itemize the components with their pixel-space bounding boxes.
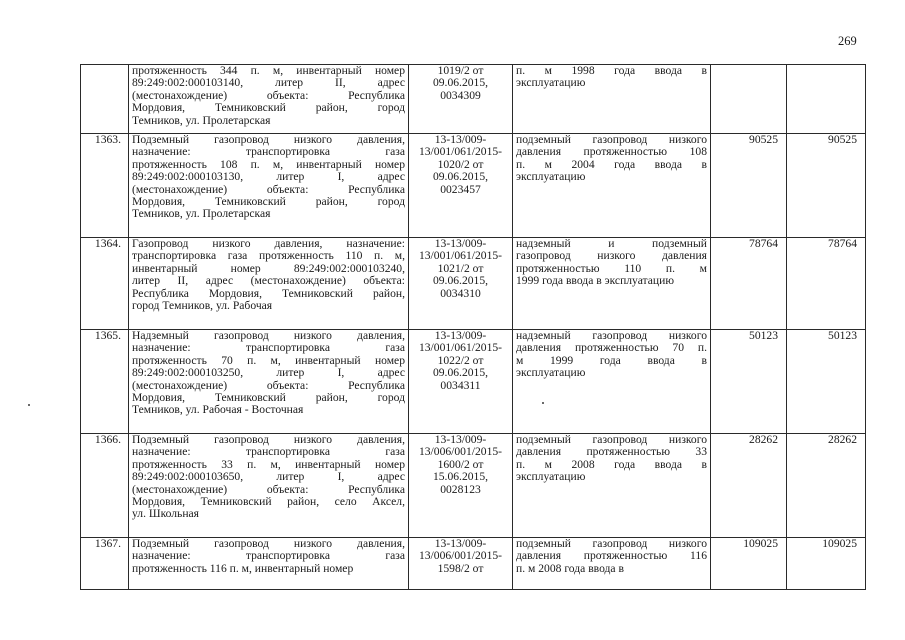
registration-record-line: 13-13/009- [434,329,487,342]
registration-record-line: 13-13/009- [434,133,487,146]
object-description-line: назначение: транспортировка газа [132,145,405,159]
object-description-line: Темников, ул. Пролетарская [132,207,271,221]
registration-record [409,330,513,434]
registration-record-line: 09.06.2015, [432,274,489,288]
object-description-line: Газопровод низкого давления, назначение: [132,237,405,250]
object-description-line: Темников, ул. Пролетарская [132,113,271,127]
registration-record-line: 1022/2 от [437,353,484,367]
value-a: 109025 [711,538,787,590]
value-b: 109025 [787,538,866,590]
value-a: 50123 [711,330,787,434]
object-characteristics-line: подземный газопровод низкого [516,537,707,550]
registration-record-line: 13/006/001/2015- [418,549,503,563]
object-characteristics [513,238,711,330]
table-row [81,238,866,330]
object-characteristics-line: подземный газопровод низкого [516,133,707,146]
row-number [81,65,129,134]
object-description-line: (местонахождение) объекта: Республика [132,482,405,496]
registration-record-line: 1020/2 от [437,157,484,171]
registration-record [409,434,513,538]
object-description [129,330,409,434]
object-description-line: (местонахождение) объекта: Республика [132,378,405,392]
table-row [81,330,866,434]
object-characteristics [513,330,711,434]
registration-record-line: 13-13/009- [434,237,487,250]
object-description [129,134,409,238]
scan-speck [28,404,30,406]
object-description-line: Республика Мордовия, Темниковский район, [132,286,405,300]
table-row [81,65,866,134]
table-body [81,65,866,590]
object-description-line: назначение: транспортировка газа [132,549,405,563]
object-description-line: (местонахождение) объекта: Республика [132,182,405,196]
object-description-line: 89:249:002:000103130, литер I, адрес [132,170,405,184]
row-number: 1363. [81,134,129,238]
object-characteristics-line: эксплуатацию [516,170,586,184]
object-description [129,238,409,330]
value-b: 28262 [787,434,866,538]
registration-record-line: 1598/2 от [437,561,484,575]
object-description-line: город Темников, ул. Рабочая [132,299,273,313]
object-description-line: ул. Школьная [132,507,200,521]
object-description-line: Подземный газопровод низкого давления, [132,133,405,146]
registration-record-line: 1019/2 от [437,64,484,77]
object-description [129,65,409,134]
registration-record-line: 1600/2 от [437,457,484,471]
object-characteristics-line: подземный газопровод низкого [516,433,707,446]
registration-record-line: 1021/2 от [437,261,484,275]
object-description [129,434,409,538]
object-characteristics-line: эксплуатацию [516,470,586,484]
object-description-line: назначение: транспортировка газа [132,341,405,355]
object-characteristics-line: п. м 2008 года ввода в [516,457,707,471]
registration-record-line: 09.06.2015, [432,76,489,90]
table-row [81,434,866,538]
object-characteristics-line: протяженностью 110 п. м [516,261,707,275]
object-description-line: транспортировка газа протяженность 110 п. м, [132,249,405,263]
object-characteristics-line: газопровод низкого давления [516,249,707,263]
registration-record-line: 13-13/009- [434,537,487,550]
value-b [787,65,866,134]
registration-record-line: 13/001/061/2015- [418,341,503,355]
object-characteristics-line: м 1999 года ввода в [516,353,707,367]
object-description-line: (местонахождение) объекта: Республика [132,88,405,102]
object-characteristics-line: п. м 1998 года ввода в [516,64,707,77]
object-characteristics-line: п. м 2008 года ввода в [516,561,624,575]
registration-record-line: 0023457 [440,182,481,196]
scan-speck [542,402,544,404]
object-description-line: Подземный газопровод низкого давления, [132,433,405,446]
value-a: 28262 [711,434,787,538]
registration-record-line: 0034309 [440,88,481,102]
object-description-line: Мордовия, Темниковский район, село Аксел, [132,495,405,509]
value-b: 78764 [787,238,866,330]
object-description-line: протяженность 344 п. м, инвентарный номер [132,64,405,77]
registration-record-line: 13/001/061/2015- [418,249,503,263]
object-description-line: протяженность 70 п. м, инвентарный номер [132,353,405,367]
object-characteristics [513,134,711,238]
registration-record-line: 0034311 [440,378,481,392]
object-description-line: Мордовия, Темниковский район, город [132,195,405,209]
object-description [129,538,409,590]
object-description-line: назначение: транспортировка газа [132,445,405,459]
object-characteristics-line: давления протяженностью 33 [516,445,707,459]
object-description-line: инвентарный номер 89:249:002:000103240, [132,261,405,275]
row-number: 1366. [81,434,129,538]
object-description-line: Подземный газопровод низкого давления, [132,537,405,550]
value-a: 78764 [711,238,787,330]
registration-record-line: 09.06.2015, [432,366,489,380]
object-characteristics-line: давления протяженностью 70 п. [516,341,707,355]
value-a [711,65,787,134]
property-register-table [80,64,866,590]
registration-record-line: 13/001/061/2015- [418,145,503,159]
object-characteristics-line: давления протяженностью 116 [516,549,707,563]
object-characteristics-line: надземный и подземный [516,237,707,250]
object-characteristics-line: п. м 2004 года ввода в [516,157,707,171]
registration-record-line: 0028123 [440,482,481,496]
object-characteristics [513,538,711,590]
object-description-line: Надземный газопровод низкого давления, [132,329,405,342]
page-number: 269 [838,34,857,48]
registration-record-line: 13-13/009- [434,433,487,446]
registration-record-line: 13/006/001/2015- [418,445,503,459]
registration-record [409,238,513,330]
registration-record [409,538,513,590]
object-characteristics-line: давления протяженностью 108 [516,145,707,159]
object-characteristics-line: эксплуатацию [516,366,586,380]
object-description-line: 89:249:002:000103650, литер I, адрес [132,470,405,484]
object-description-line: протяженность 116 п. м, инвентарный номер [132,561,354,575]
row-number: 1367. [81,538,129,590]
row-number: 1364. [81,238,129,330]
value-b: 90525 [787,134,866,238]
table-row [81,538,866,590]
object-description-line: Мордовия, Темниковский район, город [132,101,405,115]
row-number: 1365. [81,330,129,434]
value-a: 90525 [711,134,787,238]
object-characteristics-line: надземный газопровод низкого [516,329,707,342]
object-characteristics-line: эксплуатацию [516,76,586,90]
object-characteristics [513,434,711,538]
table-row [81,134,866,238]
registration-record-line: 15.06.2015, [432,470,489,484]
object-characteristics-line: 1999 года ввода в эксплуатацию [516,274,674,288]
value-b: 50123 [787,330,866,434]
object-description-line: протяженность 33 п. м, инвентарный номер [132,457,405,471]
registration-record [409,65,513,134]
object-description-line: 89:249:002:000103140, литер II, адрес [132,76,405,90]
object-characteristics [513,65,711,134]
object-description-line: Мордовия, Темниковский район, город [132,391,405,405]
registration-record-line: 09.06.2015, [432,170,489,184]
object-description-line: Темников, ул. Рабочая - Восточная [132,403,304,417]
object-description-line: литер II, адрес (местонахождение) объекта: [132,274,405,288]
object-description-line: 89:249:002:000103250, литер I, адрес [132,366,405,380]
registration-record [409,134,513,238]
registration-record-line: 0034310 [440,286,481,300]
object-description-line: протяженность 108 п. м, инвентарный номер [132,157,405,171]
